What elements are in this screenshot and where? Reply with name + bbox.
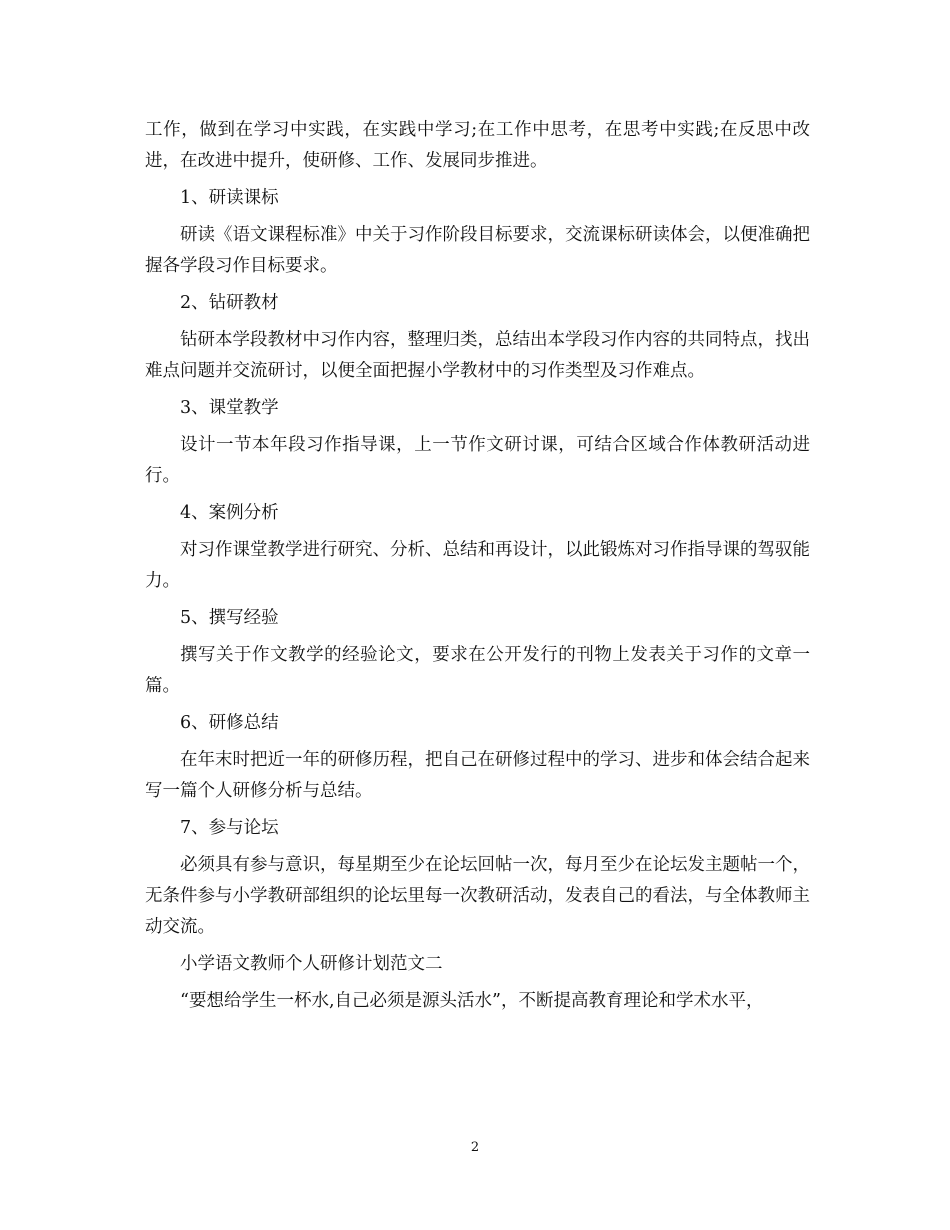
section-heading: 6、研修总结 [180,713,279,733]
section-heading: 3、课堂教学 [180,398,279,418]
section-title: 小学语文教师个人研修计划范文二 [180,954,443,974]
paragraph: 对习作课堂教学进行研究、分析、总结和再设计，以此锻炼对习作指导课的驾驭能力。 [145,540,810,591]
paragraph: 设计一节本年段习作指导课，上一节作文研讨课，可结合区域合作体教研活动进行。 [145,435,810,486]
paragraph: 研读《语文课程标准》中关于习作阶段目标要求，交流课标研读体会，以便准确把握各学段习作目标要求。 [145,225,810,276]
section-heading: 2、钻研教材 [180,293,279,313]
paragraph: 在年末时把近一年的研修历程，把自己在研修过程中的学习、进步和体会结合起来写一篇个人研修分析与总结。 [145,750,810,801]
paragraph: “要想给学生一杯水,自己必须是源头活水”，不断提高教育理论和学术水平， [180,991,764,1011]
page-number: 2 [470,1140,480,1155]
paragraph: 工作，做到在学习中实践，在实践中学习;在工作中思考，在思考中实践;在反思中改进，在改进中提升，使研修、工作、发展同步推进。 [145,120,810,171]
document-body [145,115,810,1023]
section-heading: 1、研读课标 [180,188,279,208]
paragraph: 撰写关于作文教学的经验论文，要求在公开发行的刊物上发表关于习作的文章一篇。 [145,645,810,696]
paragraph: 钻研本学段教材中习作内容，整理归类，总结出本学段习作内容的共同特点，找出难点问题并交流研讨，以便全面把握小学教材中的习作类型及习作难点。 [145,330,810,381]
section-heading: 5、撰写经验 [180,608,279,628]
section-heading: 7、参与论坛 [180,818,279,838]
paragraph: 必须具有参与意识，每星期至少在论坛回帖一次，每月至少在论坛发主题帖一个，无条件参与小学教研部组织的论坛里每一次教研活动，发表自己的看法，与全体教师主动交流。 [145,855,810,937]
section-heading: 4、案例分析 [180,503,279,523]
